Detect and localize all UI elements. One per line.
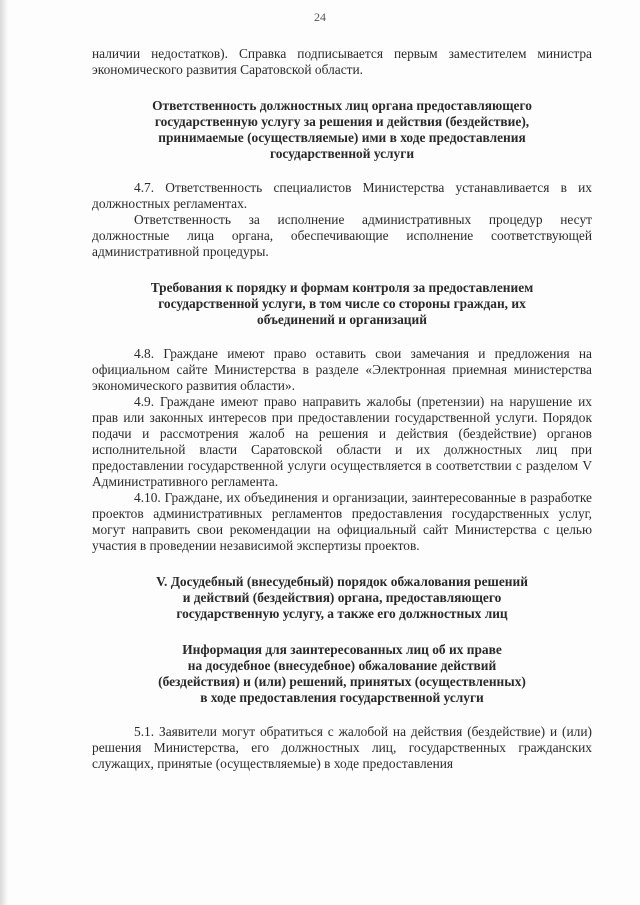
heading-line: государственную услугу, а также его должностных лиц — [176, 606, 508, 621]
heading-control-requirements — [92, 280, 592, 328]
heading-line: Информация для заинтересованных лиц об их праве — [182, 642, 502, 657]
heading-line: V. Досудебный (внесудебный) порядок обжалования решений — [156, 574, 528, 589]
intro-paragraph: наличии недостатков). Справка подписывается первым заместителем министра экономического развития Саратовской области. — [92, 46, 592, 77]
heading-responsibility — [92, 98, 592, 162]
heading-line: принимаемые (осуществляемые) ими в ходе предоставления — [158, 130, 526, 145]
heading-line: Требования к порядку и формам контроля за предоставлением — [150, 280, 534, 295]
heading-line: государственной услуги — [269, 146, 415, 161]
page-number: 24 — [314, 10, 326, 24]
paragraph-4-10: 4.10. Граждане, их объединения и организации, заинтересованные в разработке проектов административных регламентов предоставления государственных услуг, могут направить свои рекомендации на официальный сайт Министерства с целью участия в проведении независимой экспертизы проектов. — [92, 490, 592, 553]
document-body — [92, 46, 592, 772]
paragraph-4-7-continued: Ответственность за исполнение административных процедур несут должностные лица органа, обеспечивающие исполнение соответствующей административной процедуры. — [92, 212, 592, 259]
paragraph-4-7: 4.7. Ответственность специалистов Министерства устанавливается в их должностных регламентах. — [92, 180, 592, 211]
heading-line: Ответственность должностных лиц органа предоставляющего — [152, 98, 532, 113]
paragraph-4-8: 4.8. Граждане имеют право оставить свои замечания и предложения на официальном сайте Министерства в разделе «Электронная приемная министерства экономического развития области». — [92, 346, 592, 393]
paragraph-4-9: 4.9. Граждане имеют право направить жалобы (претензии) на нарушение их прав или законных интересов при предоставлении государственной услуги. Порядок подачи и рассмотрения жалоб на решения и действия (бездействие) органов исполнительной власти Саратовской области и их должностных лиц при предоставлении государственной услуги осуществляется в соответствии с разделом V Административного регламента. — [92, 394, 592, 489]
heading-appeal-information — [92, 642, 592, 706]
heading-line: и действий (бездействия) органа, предоставляющего — [182, 590, 502, 605]
section-v-heading — [92, 574, 592, 622]
page-edge-shadow — [0, 0, 8, 905]
heading-line: государственной услуги, в том числе со стороны граждан, их — [158, 296, 526, 311]
heading-line: в ходе предоставления государственной услуги — [200, 690, 484, 705]
heading-line: объединений и организаций — [257, 312, 427, 327]
heading-line: (бездействия) и (или) решений, принятых (осуществленных) — [158, 674, 526, 689]
heading-line: на досудебное (внесудебное) обжалование действий — [187, 658, 497, 673]
heading-line: государственную услугу за решения и действия (бездействие), — [154, 114, 530, 129]
paragraph-5-1: 5.1. Заявители могут обратиться с жалобой на действия (бездействие) и (или) решения Министерства, его должностных лиц, государственных гражданских служащих, принятые (осуществляемые) в ходе предоставления — [92, 724, 592, 771]
